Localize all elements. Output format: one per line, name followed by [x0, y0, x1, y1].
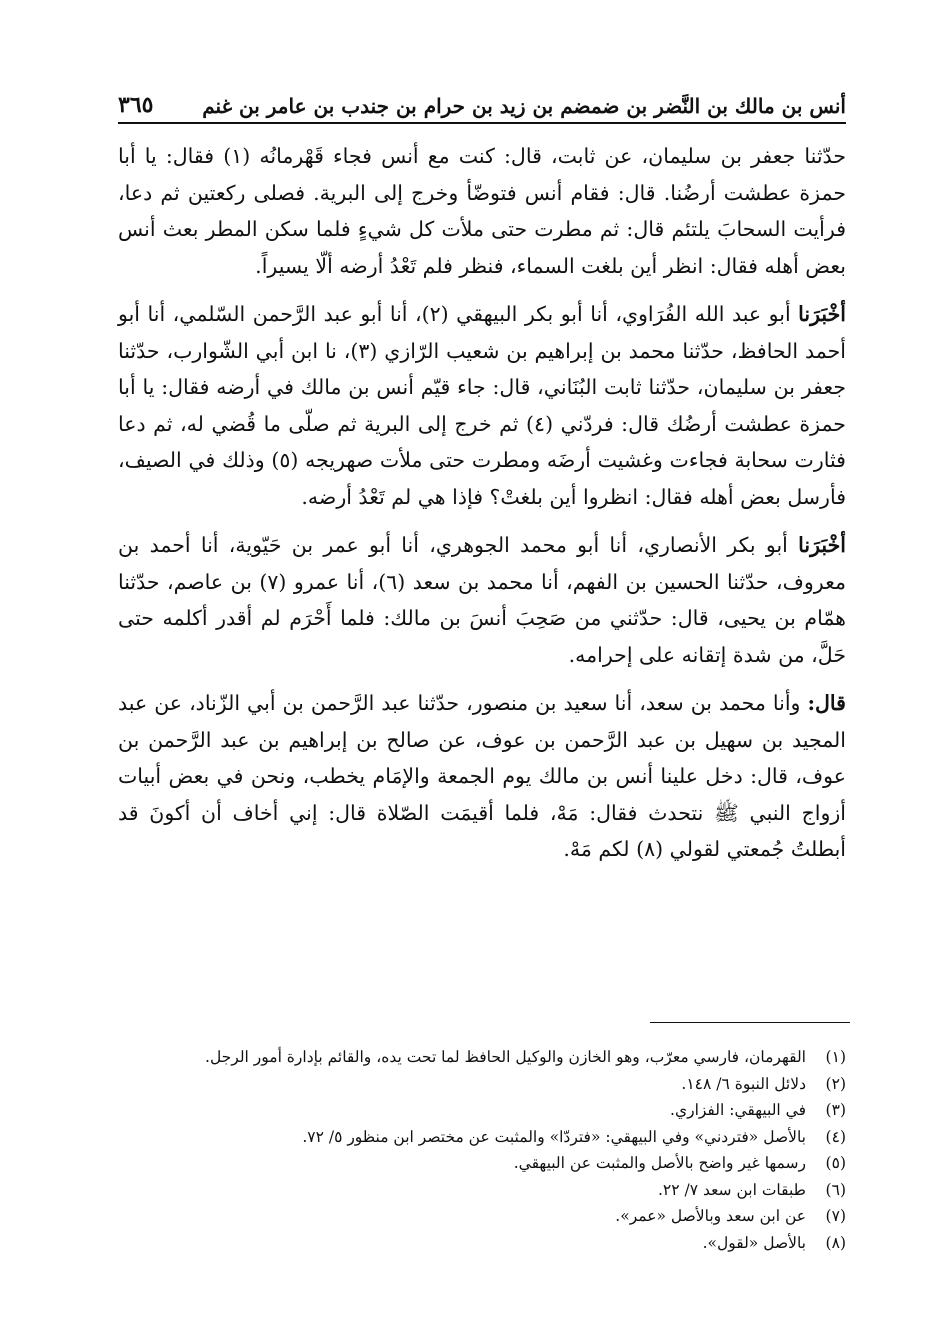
paragraph-text: أبو عبد الله الفُرَاوي، أنا أبو بكر البيهقي (٢)، أنا أبو عبد الرَّحمن السّلمي، أنا أبو أحمد الحافظ، حدّثنا محمد بن إبراهيم بن شعيب الرّازي (٣)، نا ابن أبي الشّوارب، حدّثنا جعفر بن سليمان، حدّثنا ثابت البُنَاني، قال: جاء قيّم أنس بن مالك في أرضه فقال: يا أبا حمزة عطشت أرضُك قال: فردّني (٤) ثم خرج إلى البرية ثم صلّى ما قُضي له، ثم دعا فثارت سحابة فجاءت وغشيت أرضَه ومطرت حتى ملأت صهريجه (٥) وذلك في الصيف، فأرسل بعض أهله فقال: انظروا أين بلغتْ؟ فإذا هي لم تَعْدُ أرضه. — [118, 302, 846, 509]
footnote-text: في البيهقي: الفزاري. — [670, 1101, 806, 1119]
paragraph-lead: أخْبَرَنا — [798, 533, 846, 557]
footnote-divider — [650, 1022, 850, 1023]
paragraph-lead: قال: — [807, 691, 846, 715]
footnote-number: (٣) — [825, 1101, 846, 1119]
footnote — [118, 1071, 846, 1098]
paragraph-lead: أخْبَرَنا — [798, 302, 846, 326]
page-header — [118, 78, 846, 124]
paragraph-text: حدّثنا جعفر بن سليمان، عن ثابت، قال: كنت مع أنس فجاء قَهْرمانُه (١) فقال: يا أبا حمزة عطشت أرضُنا. قال: فقام أنس فتوضّأ وخرج إلى البرية. فصلى ركعتين ثم دعا، فرأيت السحابَ يلتئم قال: ثم مطرت حتى ملأت كل شيءٍ فلما سكن المطر بعث أنس بعض أهله فقال: انظر أين بلغت السماء، فنظر فلم تَعْدُ أرضه ألّا يسيراً. — [118, 144, 846, 278]
footnote-text: رسمها غير واضح بالأصل والمثبت عن البيهقي. — [513, 1154, 806, 1172]
footnote — [118, 1203, 846, 1230]
footnote-text: بالأصل «فتردني» وفي البيهقي: «فتردّا» والمثبت عن مختصر ابن منظور ٥/ ٧٢. — [302, 1127, 806, 1146]
footnote — [118, 1044, 846, 1071]
paragraph — [118, 685, 846, 868]
footnote-text: عن ابن سعد وبالأصل «عمر». — [615, 1207, 806, 1225]
footnote-number: (١) — [825, 1048, 846, 1066]
footnote-number: (٨) — [825, 1233, 846, 1252]
paragraph-text: وأنا محمد بن سعد، أنا سعيد بن منصور، حدّثنا عبد الرَّحمن بن أبي الزّناد، عن عبد المجيد بن سهيل بن عبد الرَّحمن بن عوف، عن صالح بن إبراهيم بن عبد الرَّحمن بن عوف، قال: دخل علينا أنس بن مالك يوم الجمعة والإمَام يخطب، ونحن في بعض أبيات أزواج النبي ﷺ نتحدث فقال: مَهْ، فلما أقيمَت الصّلاة قال: إني أخاف أن أكونَ قد أبطلتُ جُمعتي لقولي (٨) لكم مَهْ. — [118, 691, 846, 861]
footnote-number: (٧) — [825, 1207, 846, 1225]
paragraph — [118, 527, 846, 673]
footnote — [118, 1124, 846, 1151]
footnote-number: (٦) — [825, 1180, 846, 1199]
footnote — [118, 1150, 846, 1177]
paragraph-text: أبو بكر الأنصاري، أنا أبو محمد الجوهري، أنا أبو عمر بن حَيّوية، أنا أحمد بن معروف، حدّثنا الحسين بن الفهم، أنا محمد بن سعد (٦)، أنا عمرو (٧) بن عاصم، حدّثنا همّام بن يحيى، قال: حدّثني من صَحِبَ أنسَ بن مالك: فلما أَحْرَم لم أقدر أكلمه حتى حَلَّ، من شدة إتقانه على إحرامه. — [118, 533, 846, 667]
footnote-number: (٤) — [825, 1127, 846, 1146]
footnote-number: (٥) — [825, 1154, 846, 1172]
footnotes — [118, 1044, 846, 1256]
paragraph — [118, 138, 846, 284]
footnote-text: دلائل النبوة ٦/ ١٤٨. — [681, 1074, 806, 1093]
page-number: ٣٦٥ — [118, 92, 154, 118]
footnote-text: طبقات ابن سعد ٧/ ٢٢. — [657, 1180, 806, 1199]
footnote — [118, 1230, 846, 1257]
footnote-number: (٢) — [825, 1074, 846, 1093]
running-title: أنس بن مالك بن النَّضر بن ضمضم بن زيد بن حرام بن جندب بن عامر بن غنم — [202, 94, 846, 118]
footnote — [118, 1097, 846, 1124]
paragraph — [118, 296, 846, 515]
footnote-text: القهرمان، فارسي معرّب، وهو الخازن والوكيل الحافظ لما تحت يده، والقائم بإدارة أمور الرجل. — [205, 1048, 806, 1066]
footnote-text: بالأصل «لقول». — [702, 1233, 806, 1252]
footnote — [118, 1177, 846, 1204]
main-text — [118, 138, 846, 880]
